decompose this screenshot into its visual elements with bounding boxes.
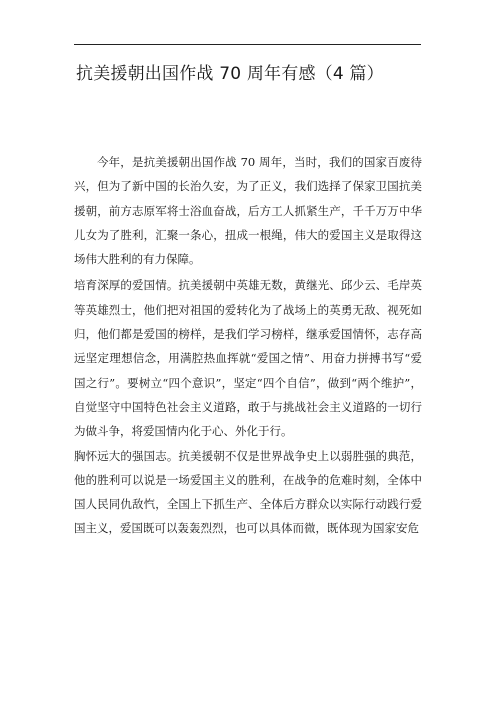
paragraph-patriotism: 培育深厚的爱国情。抗美援朝中英雄无数，黄继光、邱少云、毛岸英等英雄烈士，他们把对祖国的爱转化为了战场上的英勇无敌、视死如归，他们都是爱国的榜样，是我们学习榜样，继承爱国情怀，志存高远坚定理想信念，用满腔热血挥就“爱国之情”、用奋力拼搏书写“爱国之行”。要树立“四个意识”，坚定“四个自信”，做到“两个维护”，自觉坚守中国特色社会主义道路，敢于与挑战社会主义道路的一切行为做斗争，将爱国情内化于心、外化于行。 — [74, 278, 422, 439]
paragraph-intro: 今年，是抗美援朝出国作战 70 周年，当时，我们的国家百废待兴，但为了新中国的长治久安，为了正义，我们选择了保家卫国抗美援朝，前方志原军将士浴血奋战，后方工人抓紧生产，千千万万中华儿女为了胜利，汇聚一条心，扭成一根绳，伟大的爱国主义是取得这场伟大胜利的有力保障。 — [74, 155, 422, 267]
header-rule — [74, 44, 421, 45]
document-title: 抗美援朝出国作战 70 周年有感（4 篇） — [76, 64, 384, 84]
paragraph-ambition: 胸怀远大的强国志。抗美援朝不仅是世界战争史上以弱胜强的典范，他的胜利可以说是一场爱国主义的胜利，在战争的危难时刻，全体中国人民同仇敌忾，全国上下抓生产、全体后方群众以实际行动践行爱国主义，爱国既可以轰轰烈烈，也可以具体而微，既体现为国家安危 — [74, 448, 422, 536]
article-body — [74, 150, 422, 541]
